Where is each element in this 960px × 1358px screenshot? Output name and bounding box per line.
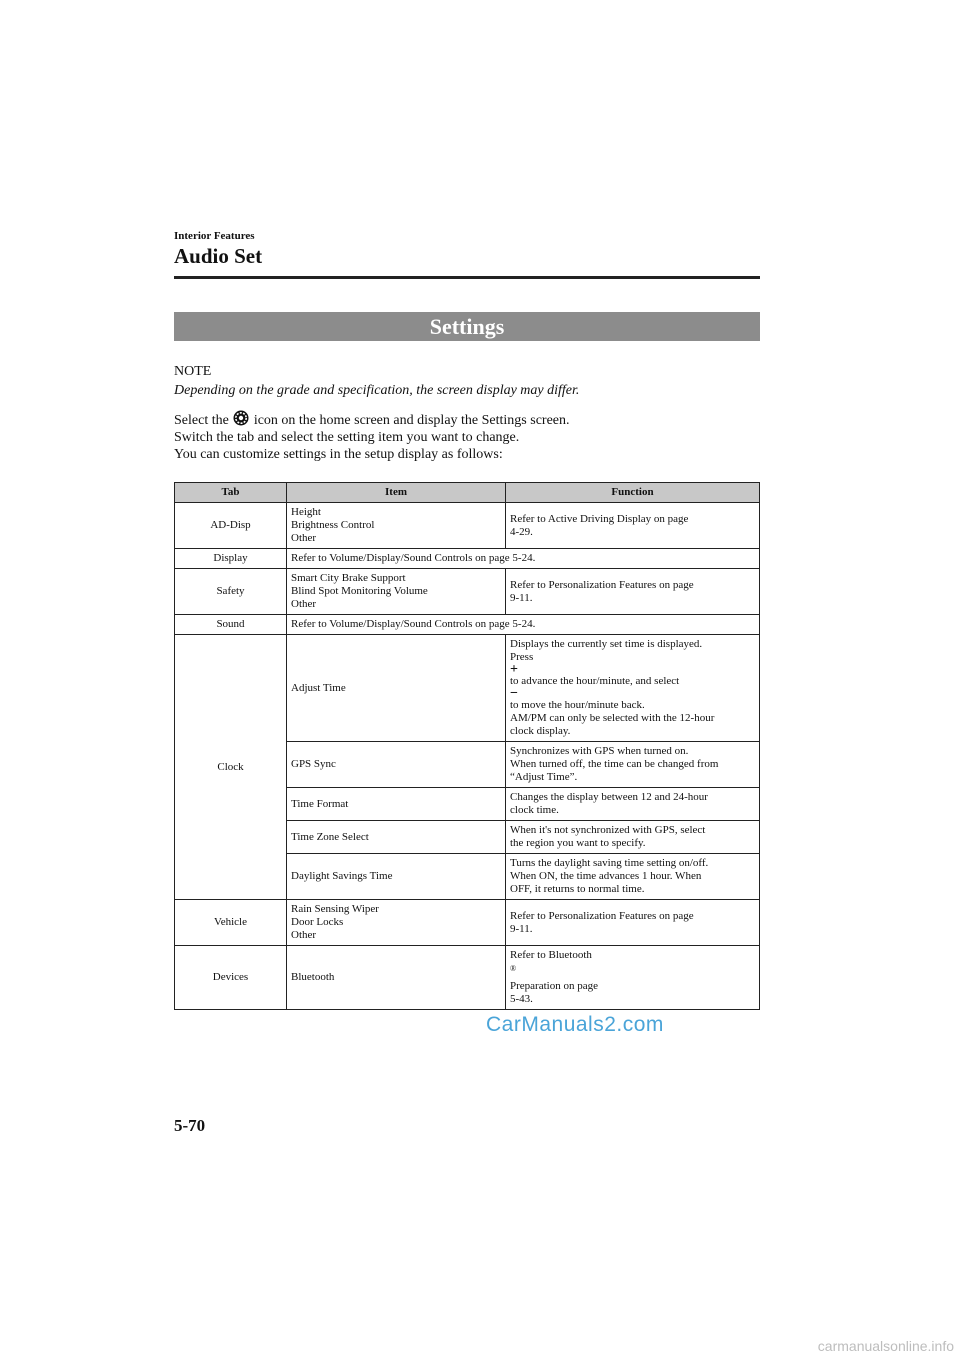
function-text: Press	[510, 651, 534, 663]
tab-cell: Vehicle	[175, 900, 287, 946]
item-line: Blind Spot Monitoring Volume	[291, 585, 428, 597]
note-body: Depending on the grade and specification, the screen display may differ.	[174, 383, 580, 398]
table-row	[175, 946, 760, 1010]
function-cell	[506, 635, 760, 742]
item-cell	[287, 569, 506, 615]
table-header-row	[175, 483, 760, 503]
function-line: OFF, it returns to normal time.	[510, 883, 645, 895]
function-line: When it's not synchronized with GPS, select	[510, 824, 706, 836]
item-cell	[287, 503, 506, 549]
function-line: Changes the display between 12 and 24-hour	[510, 791, 708, 803]
item-cell: Adjust Time	[287, 635, 506, 742]
plus-icon: +	[510, 662, 518, 677]
item-line: Other	[291, 929, 317, 941]
function-line: Synchronizes with GPS when turned on.	[510, 745, 689, 757]
header-tab: Tab	[175, 483, 287, 503]
item-line: Rain Sensing Wiper	[291, 903, 379, 915]
table-row	[175, 569, 760, 615]
note-heading: NOTE	[174, 364, 212, 379]
intro-line-1-end: icon on the home screen and display the Settings screen.	[253, 413, 570, 428]
table-row	[175, 549, 760, 569]
intro-line-1-start: Select the	[174, 413, 229, 428]
function-line: Refer to Active Driving Display on page	[510, 512, 689, 525]
function-text: to move the hour/minute back.	[510, 699, 645, 711]
function-cell	[506, 854, 760, 900]
function-line	[510, 651, 755, 688]
table-row	[175, 503, 760, 549]
item-cell: Daylight Savings Time	[287, 854, 506, 900]
function-line: Refer to Personalization Features on page	[510, 578, 694, 591]
item-line: Door Locks	[291, 916, 344, 928]
header-item: Item	[287, 483, 506, 503]
function-line: 4-29.	[510, 525, 533, 538]
item-line: Brightness Control	[291, 519, 375, 531]
page-number: 5-70	[174, 1116, 206, 1135]
intro-line-2: Switch the tab and select the setting item you want to change.	[174, 430, 520, 445]
span-cell: Refer to Volume/Display/Sound Controls on page 5-24.	[287, 549, 760, 569]
function-line: When turned off, the time can be changed from	[510, 758, 719, 770]
function-text: to advance the hour/minute, and select	[510, 675, 680, 687]
table-row	[175, 635, 760, 742]
settings-gear-icon	[233, 410, 249, 426]
chapter-title: Audio Set	[174, 244, 263, 268]
tab-cell: Display	[175, 549, 287, 569]
function-cell	[506, 503, 760, 549]
function-line: AM/PM can only be selected with the 12-hour	[510, 712, 715, 724]
item-line: Height	[291, 506, 321, 518]
function-line: 9-11.	[510, 922, 533, 935]
tab-cell: AD-Disp	[175, 503, 287, 549]
function-line	[510, 688, 755, 712]
function-line: clock time.	[510, 804, 559, 816]
item-cell: Time Zone Select	[287, 821, 506, 854]
header-function: Function	[506, 483, 760, 503]
table-row	[175, 900, 760, 946]
function-line: 5-43.	[510, 992, 533, 1005]
function-line: the region you want to specify.	[510, 837, 646, 849]
function-text: Refer to Bluetooth	[510, 949, 592, 961]
registered-mark: ®	[510, 964, 517, 973]
settings-banner: Settings	[174, 312, 760, 341]
function-line: Refer to Personalization Features on page	[510, 909, 694, 922]
function-line: “Adjust Time”.	[510, 771, 578, 783]
function-line: Displays the currently set time is displayed.	[510, 638, 703, 650]
function-text: Preparation on page	[510, 979, 598, 992]
function-line: Turns the daylight saving time setting on/off.	[510, 857, 709, 869]
item-cell: Time Format	[287, 788, 506, 821]
span-cell: Refer to Volume/Display/Sound Controls on page 5-24.	[287, 615, 760, 635]
function-cell	[506, 946, 760, 1010]
site-watermark: CarManuals2.com	[486, 1013, 664, 1036]
function-line	[510, 949, 755, 993]
settings-table	[174, 482, 760, 1010]
function-cell	[506, 900, 760, 946]
table-row	[175, 615, 760, 635]
item-line: Other	[291, 532, 317, 544]
minus-icon: −	[510, 686, 518, 701]
function-line: When ON, the time advances 1 hour. When	[510, 870, 702, 882]
section-label: Interior Features	[174, 230, 255, 242]
function-cell	[506, 569, 760, 615]
header-rule	[174, 276, 760, 279]
tab-cell: Clock	[175, 635, 287, 900]
intro-line-3: You can customize settings in the setup display as follows:	[174, 447, 503, 462]
tab-cell: Sound	[175, 615, 287, 635]
function-line: clock display.	[510, 725, 571, 737]
function-cell	[506, 821, 760, 854]
tab-cell: Devices	[175, 946, 287, 1010]
tab-cell: Safety	[175, 569, 287, 615]
function-cell	[506, 788, 760, 821]
item-line: Other	[291, 598, 317, 610]
intro-text	[174, 410, 570, 463]
function-cell	[506, 742, 760, 788]
item-line: Smart City Brake Support	[291, 572, 406, 584]
item-cell: GPS Sync	[287, 742, 506, 788]
function-line: 9-11.	[510, 591, 533, 604]
footer-watermark: carmanualsonline.info	[817, 1338, 954, 1354]
intro-line-1	[174, 410, 570, 429]
item-cell	[287, 900, 506, 946]
item-cell: Bluetooth	[287, 946, 506, 1010]
